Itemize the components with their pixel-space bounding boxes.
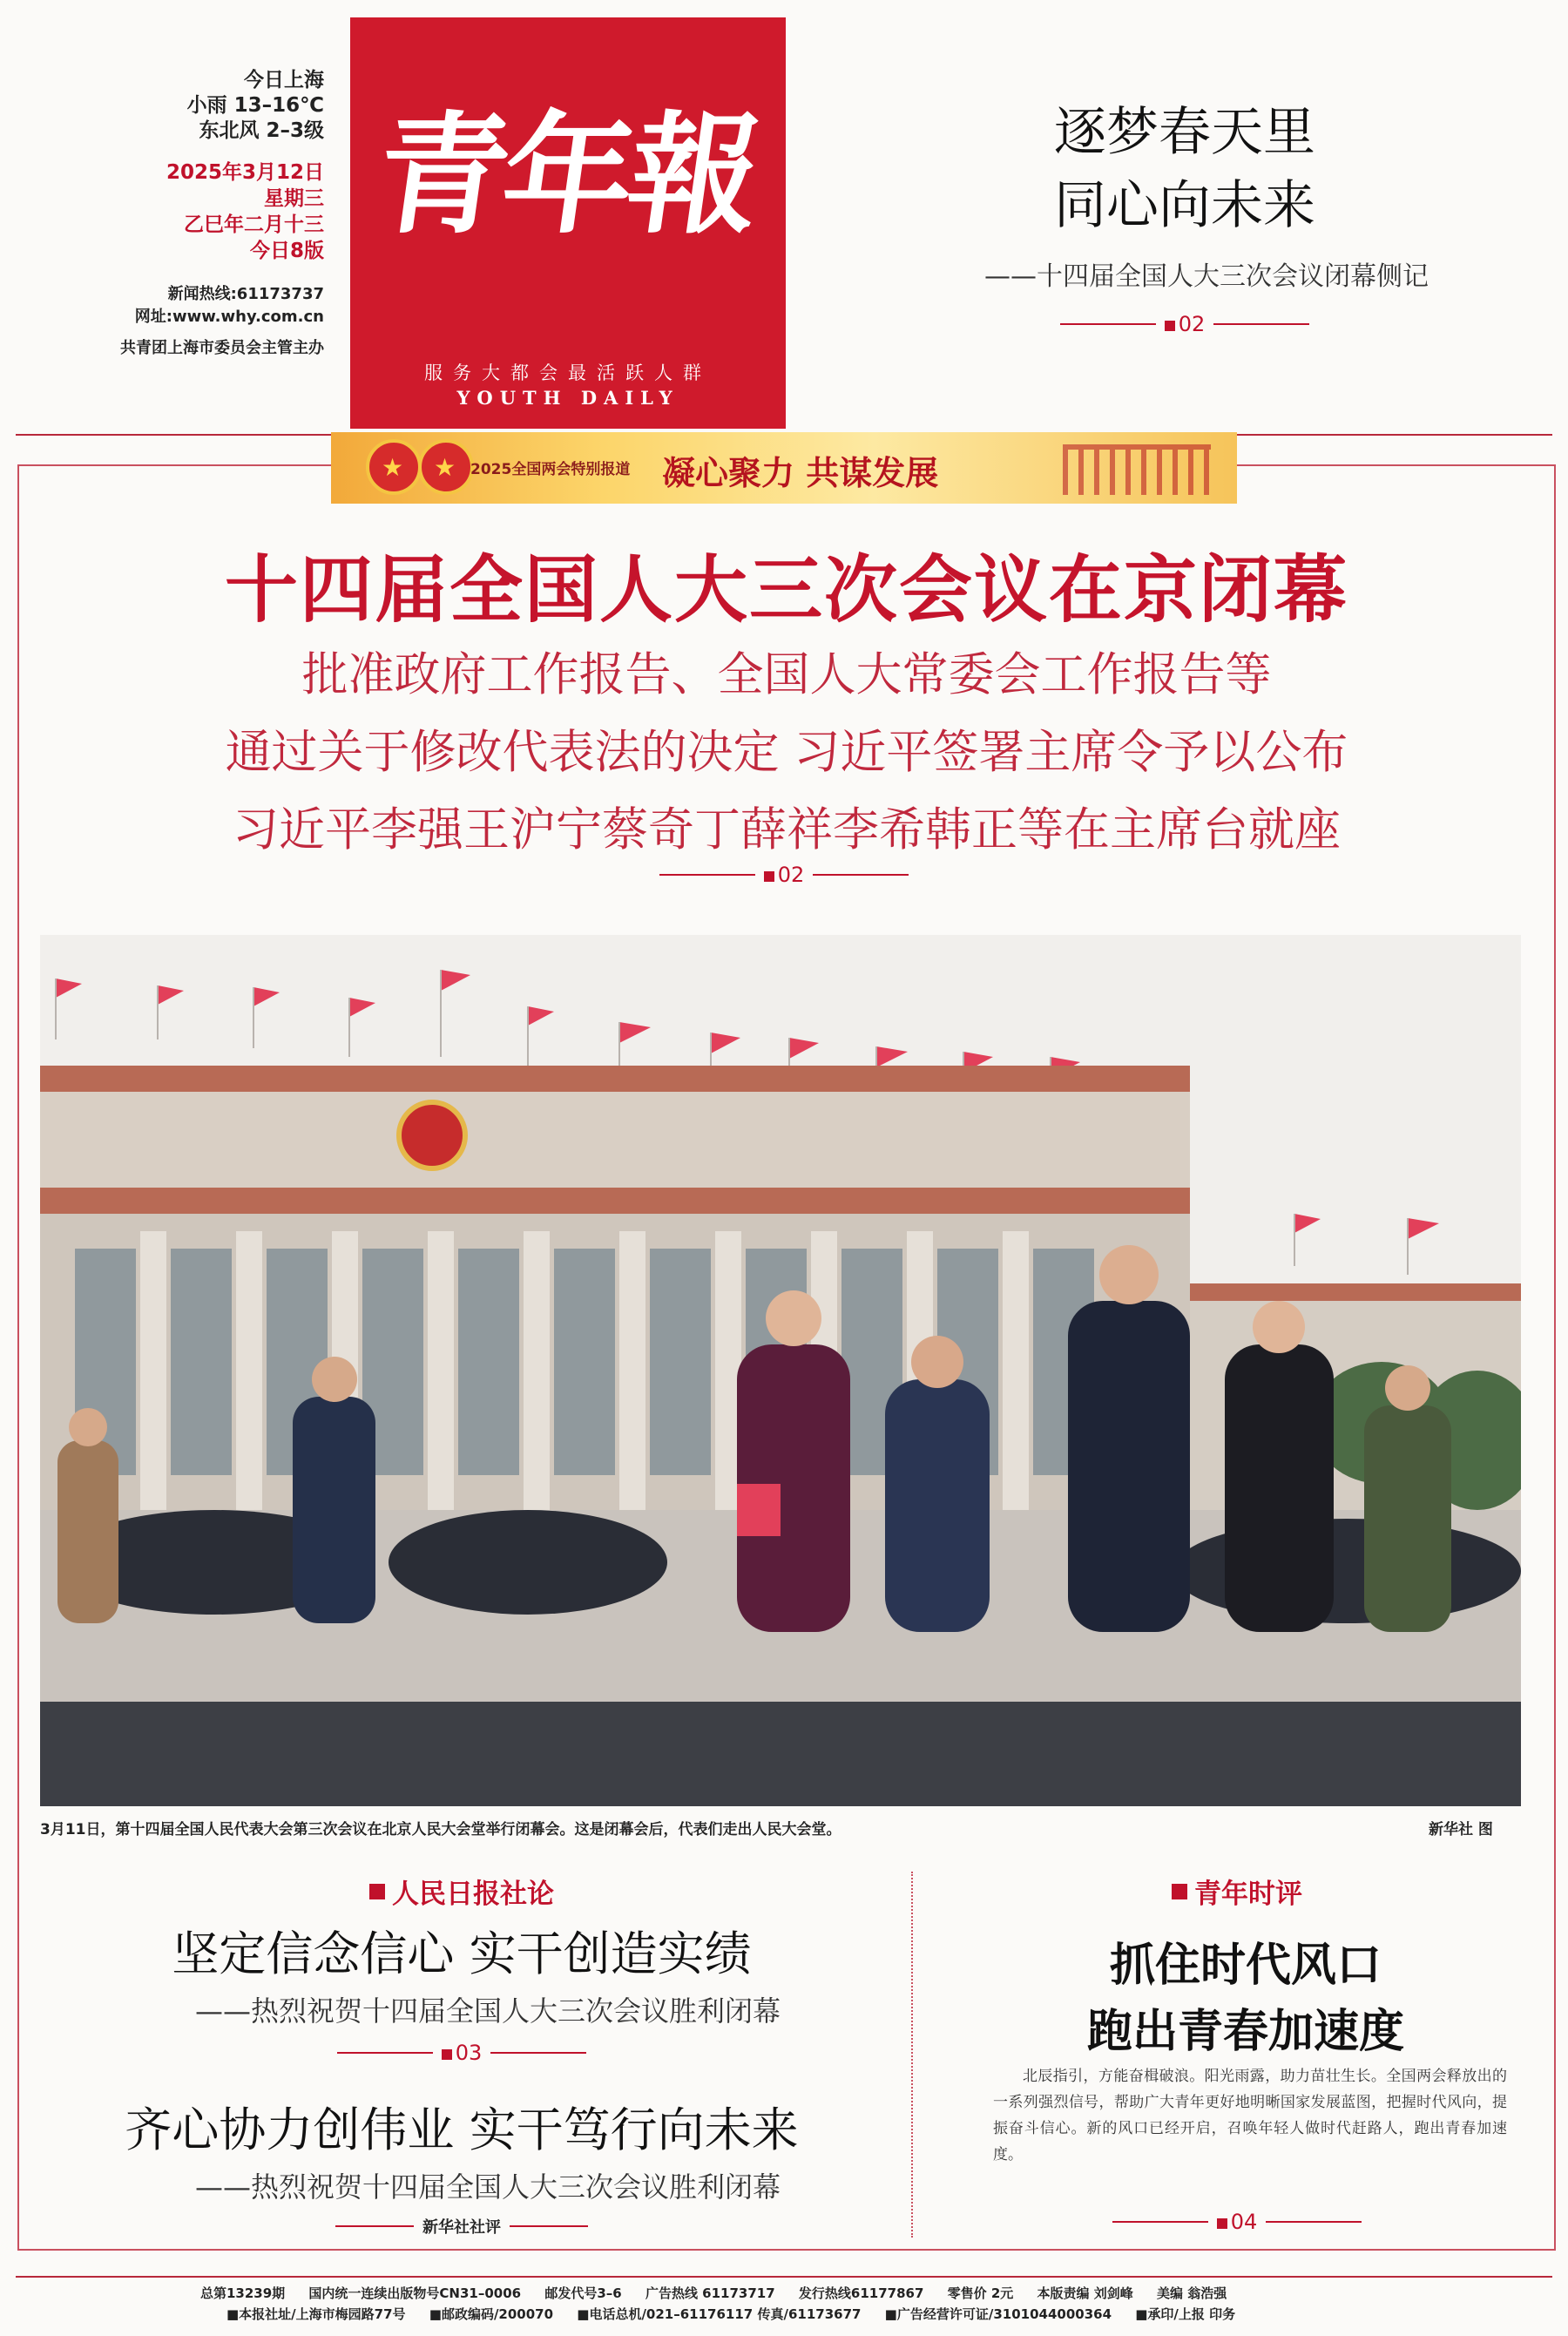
xinhua-byline: [322, 2215, 601, 2238]
promo-story[interactable]: [871, 96, 1498, 336]
phone-fax: ■电话总机/021–61176117 传真/61173677: [577, 2306, 862, 2322]
column-divider: [911, 1872, 913, 2238]
promo-page-number: 02: [1178, 312, 1206, 336]
divider-line: [1060, 323, 1156, 325]
weather-city: 今日上海: [244, 69, 324, 91]
editorial-2-subtitle: ——热烈祝贺十四届全国人大三次会议胜利闭幕: [194, 2170, 781, 2204]
divider-line: [813, 874, 909, 876]
square-icon: [1217, 2218, 1227, 2229]
editorial-2-title[interactable]: 齐心协力创伟业 实干笃行向未来: [125, 2102, 799, 2157]
editorial-1-subtitle: ——热烈祝贺十四届全国人大三次会议胜利闭幕: [194, 1994, 781, 2028]
retail-price: 零售价 2元: [947, 2285, 1014, 2301]
weather-temp: 小雨 13–16℃: [186, 94, 324, 117]
serial-number: 国内统一连续出版物号CN31–0006: [308, 2285, 522, 2301]
divider-line: [1112, 2221, 1208, 2223]
publisher-host: 共青团上海市委员会主管主办: [120, 339, 324, 357]
commentary-page-number: 04: [1230, 2210, 1258, 2234]
divider-line: [659, 874, 755, 876]
logo-english-name: YOUTH DAILY: [456, 387, 679, 409]
editorial-page-ref: [322, 2041, 601, 2065]
lead-headline[interactable]: 十四届全国人大三次会议在京闭幕: [224, 547, 1348, 633]
issue-number: 总第13239期: [200, 2285, 286, 2301]
news-hotline: 新闻热线:61173737: [167, 285, 324, 303]
commentary-title-line-2: 跑出青春加速度: [1086, 2005, 1404, 2058]
promo-page-ref: [871, 312, 1498, 336]
lead-photo: [40, 935, 1521, 1806]
divider-line: [1266, 2221, 1362, 2223]
editorial-page-number: 03: [455, 2041, 483, 2065]
banner-motto: 凝心聚力 共谋发展: [662, 453, 939, 492]
postal-code-number: 邮发代号3–6: [544, 2285, 622, 2301]
great-hall-icon: [1063, 444, 1211, 495]
lead-subhead-1: 批准政府工作报告、全国人大常委会工作报告等: [301, 648, 1272, 701]
editorial-tag-label: 人民日报社论: [392, 1879, 554, 1910]
divider-line: [490, 2052, 586, 2054]
square-icon: [442, 2049, 452, 2060]
lead-subhead-2: 通过关于修改代表法的决定 习近平签署主席令予以公布: [225, 726, 1348, 779]
footer-rule: [16, 2276, 1552, 2278]
lead-page-ref: [645, 863, 923, 887]
footer-line-1: [200, 2284, 1507, 2302]
newspaper-logo: [350, 17, 786, 429]
page-editor: 本版责编 刘剑峰: [1037, 2285, 1133, 2301]
lead-subheads: [35, 636, 1538, 869]
promo-subtitle: ——十四届全国人大三次会议闭幕侧记: [984, 261, 1429, 292]
commentary-title-line-1: 抓住时代风口: [1109, 1939, 1382, 1992]
square-icon: [1165, 321, 1175, 331]
photo-caption: 3月11日，第十四届全国人民代表大会第三次会议在北京人民大会堂举行闭幕会。这是闭幕会后，代表们走出人民大会堂。: [40, 1821, 841, 1838]
great-hall-photo: [40, 935, 1521, 1806]
issue-lunar-date: 乙巳年二月十三: [184, 213, 324, 236]
square-icon: [764, 871, 774, 882]
distribution-hotline: 发行热线61177867: [798, 2285, 924, 2301]
editorial-1-title[interactable]: 坚定信念信心 实干创造实绩: [172, 1926, 752, 1981]
divider-line: [510, 2225, 588, 2227]
square-icon: [1172, 1884, 1187, 1899]
banner-tag: 2025全国两会特别报道: [470, 461, 631, 478]
logo-calligraphy: 青年報: [367, 98, 766, 252]
issue-weekday: 星期三: [264, 187, 324, 210]
weather-wind: 东北风 2–3级: [199, 119, 324, 142]
xinhua-byline-label: 新华社社评: [422, 2218, 501, 2237]
divider-line: [335, 2225, 414, 2227]
national-emblem-icon: ★: [366, 439, 422, 495]
special-report-banner: [331, 432, 1237, 504]
issue-page-count: 今日8版: [249, 240, 324, 262]
lead-page-number: 02: [777, 863, 805, 887]
footer-line-2: [226, 2305, 1533, 2323]
cppcc-emblem-icon: ★: [418, 439, 474, 495]
lead-subhead-3: 习近平李强王沪宁蔡奇丁薛祥李希韩正等在主席台就座: [233, 803, 1341, 857]
divider-line: [1213, 323, 1309, 325]
logo-slogan: 服务大都会最活跃人群: [424, 362, 712, 383]
promo-title-line-1: 逐梦春天里: [1054, 102, 1315, 163]
masthead-info: [52, 68, 324, 361]
printer: ■承印/上报 印务: [1135, 2306, 1236, 2322]
ad-license: ■广告经营许可证/3101044000364: [884, 2306, 1112, 2322]
issue-date: 2025年3月12日: [166, 161, 324, 184]
website: 网址:www.why.com.cn: [134, 308, 324, 326]
square-icon: [369, 1884, 385, 1899]
divider-line: [337, 2052, 433, 2054]
commentary-page-ref: [1098, 2210, 1376, 2234]
commentary-tag: [1037, 1872, 1437, 1911]
editorial-tag: [261, 1872, 662, 1911]
photo-credit: 新华社 图: [1429, 1821, 1493, 1838]
ad-hotline: 广告热线 61173717: [645, 2285, 775, 2301]
commentary-title[interactable]: [950, 1933, 1542, 2065]
zip-code: ■邮政编码/200070: [429, 2306, 554, 2322]
commentary-tag-label: 青年时评: [1194, 1879, 1302, 1910]
promo-title-line-2: 同心向未来: [1054, 175, 1315, 236]
office-address: ■本报社址/上海市梅园路77号: [226, 2306, 406, 2322]
national-emblem-icon: [399, 1102, 465, 1168]
art-editor: 美编 翁浩强: [1157, 2285, 1227, 2301]
commentary-body: 北辰指引，方能奋楫破浪。阳光雨露，助力苗壮生长。全国两会释放出的一系列强烈信号，帮助广大青年更好地明晰国家发展蓝图，把握时代风向，提振奋斗信心。新的风口已经开启，召唤年轻人做时代赶路人，跑出青春加速度。: [993, 2068, 1507, 2163]
